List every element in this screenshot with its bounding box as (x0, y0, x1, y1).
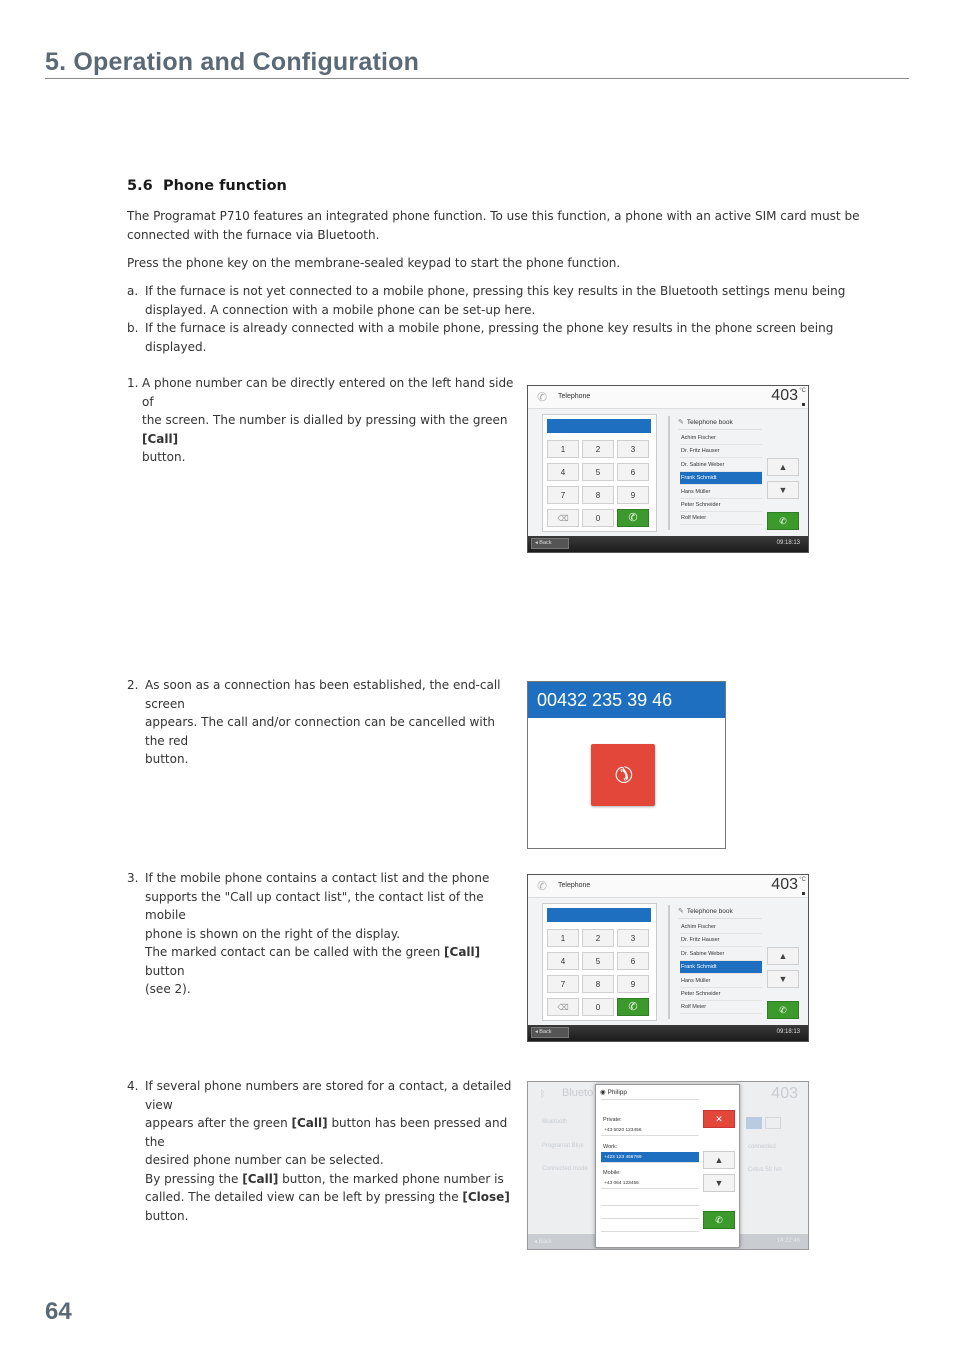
end-call-button[interactable] (591, 744, 655, 806)
section-heading (127, 178, 287, 194)
step-4-text (145, 1077, 515, 1225)
panel-divider (668, 416, 670, 530)
book-icon: ✎ (678, 908, 684, 915)
list-marker-a: a. (127, 284, 139, 298)
hang-up-icon: ✆ (607, 758, 639, 790)
phone-number-private[interactable]: +43 5020 123456 (601, 1125, 699, 1136)
contact-item[interactable]: Dr. Fritz Hauser (680, 934, 762, 947)
step-2-line1: As soon as a connection has been established, the end-call screen (145, 678, 501, 711)
temperature-readout: 403 (771, 876, 798, 893)
list-item-a-line1: If the furnace is not yet connected to a mobile phone, pressing this key results in the Bluetooth settings menu being (145, 284, 846, 298)
backspace-icon[interactable]: ⌫ (547, 509, 579, 527)
step-2-line2: appears. The call and/or connection can be cancelled with the red (145, 715, 496, 748)
faded-menu-item: Bluetooth (542, 1119, 568, 1125)
list-item-a-line2: displayed. A connection with a mobile phone can be set-up here. (145, 302, 536, 317)
telephone-book-header (678, 905, 762, 919)
step-4-line4: By pressing the (145, 1171, 243, 1186)
contact-detail-popup (595, 1084, 740, 1248)
screen-header (528, 386, 808, 409)
screen-footer (528, 1025, 808, 1041)
step-1-line1: A phone number can be directly entered on the left hand side of (142, 376, 514, 409)
step-1-call-term: [Call] (142, 431, 179, 446)
key-8[interactable]: 8 (582, 486, 614, 504)
contact-detail-screen (527, 1081, 809, 1250)
step-4-call-term: [Call] (291, 1116, 328, 1130)
faded-title: Blueto (562, 1087, 594, 1099)
contact-item-selected[interactable]: Frank Schmidt (680, 472, 762, 485)
screen-title: Telephone (558, 882, 591, 889)
screen-footer (528, 536, 808, 552)
popup-divider (601, 1231, 699, 1232)
faded-temperature: 403 (771, 1085, 798, 1102)
contact-item[interactable]: Hans Müller (680, 975, 762, 988)
clock: 09:18:13 (776, 1029, 800, 1035)
handset-icon: ✆ (779, 516, 787, 526)
key-9[interactable]: 9 (617, 486, 649, 504)
phone-icon: ✆ (537, 390, 548, 404)
handset-icon: ✆ (628, 512, 638, 524)
scroll-up-button[interactable]: ▲ (767, 947, 799, 965)
step-2-number: 2. (127, 678, 139, 692)
call-contact-button[interactable] (767, 512, 799, 530)
handset-icon: ✆ (628, 1001, 638, 1013)
back-label: Back (539, 1029, 552, 1035)
phone-number-mobile[interactable]: +43 064 123456 (601, 1178, 699, 1189)
telephone-book-title: Telephone book (686, 419, 733, 426)
key-5[interactable]: 5 (582, 952, 614, 970)
intro-paragraph-2: Press the phone key on the membrane-sealed keypad to start the phone function. (127, 256, 621, 270)
contact-name (600, 1088, 627, 1096)
key-3[interactable]: 3 (617, 440, 649, 458)
step-4-line3: desired phone number can be selected. (145, 1153, 384, 1167)
key-4[interactable]: 4 (547, 463, 579, 481)
step-4-call-term-2: [Call] (242, 1171, 279, 1186)
key-7[interactable]: 7 (547, 975, 579, 993)
telephone-screen-1 (527, 385, 809, 553)
call-button[interactable] (617, 998, 649, 1016)
phone-icon: ✆ (537, 879, 548, 893)
key-9[interactable]: 9 (617, 975, 649, 993)
key-1[interactable]: 1 (547, 929, 579, 947)
clock: 09:18:13 (776, 540, 800, 546)
label-private: Private: (603, 1117, 622, 1123)
radio-icon: ◉ (600, 1089, 606, 1096)
contact-item[interactable]: Dr. Sabine Weber (680, 948, 762, 961)
step-3-line5: (see 2). (145, 982, 191, 996)
contact-item[interactable]: Rolf Meier (680, 1001, 762, 1014)
key-0[interactable]: 0 (582, 509, 614, 527)
temperature-unit: °C (799, 388, 806, 394)
key-8[interactable]: 8 (582, 975, 614, 993)
scroll-up-button[interactable]: ▲ (767, 458, 799, 476)
telephone-book-title: Telephone book (686, 908, 733, 915)
key-5[interactable]: 5 (582, 463, 614, 481)
intro-paragraph-1 (127, 207, 859, 244)
step-2-line3: button. (145, 752, 189, 766)
faded-clock: 14:22:46 (776, 1238, 800, 1244)
contact-item[interactable]: Dr. Fritz Hauser (680, 445, 762, 458)
contact-item[interactable]: Rolf Meier (680, 512, 762, 525)
step-3-line4-end: button (145, 963, 185, 978)
screen-header (528, 875, 808, 898)
step-4-line6: button. (145, 1208, 189, 1223)
contact-item[interactable]: Peter Schneider (680, 988, 762, 1001)
list-item-b-line1: If the furnace is already connected with a mobile phone, pressing the phone key results in the phone screen being (145, 321, 834, 335)
faded-menu-item: Connected mode (542, 1166, 588, 1172)
back-button[interactable] (531, 538, 569, 549)
step-3-text (145, 869, 515, 999)
call-button[interactable] (617, 509, 649, 527)
number-display[interactable] (547, 419, 651, 433)
number-display[interactable] (547, 908, 651, 922)
scroll-down-button[interactable]: ▼ (703, 1174, 735, 1192)
temperature-unit: °C (799, 877, 806, 883)
handset-icon: ✆ (779, 1005, 787, 1015)
key-0[interactable]: 0 (582, 998, 614, 1016)
faded-menu-item: Programat Blue (542, 1143, 584, 1149)
keypad-panel (542, 903, 657, 1021)
contact-item[interactable]: Achim Fischer (680, 432, 762, 445)
list-item-a (145, 282, 845, 319)
keypad-panel (542, 414, 657, 532)
key-6[interactable]: 6 (617, 463, 649, 481)
list-item-b-line2: displayed. (145, 339, 207, 354)
key-1[interactable]: 1 (547, 440, 579, 458)
status-dot (802, 403, 805, 406)
scroll-up-button[interactable]: ▲ (703, 1151, 735, 1169)
dialed-number: 00432 235 39 46 (528, 682, 725, 718)
contact-item[interactable]: Dr. Sabine Weber (680, 459, 762, 472)
panel-divider (668, 905, 670, 1019)
step-4-number: 4. (127, 1079, 139, 1093)
faded-bluetooth-icon: ᛒ (540, 1089, 546, 1099)
chapter-divider (45, 78, 909, 79)
step-3-line1: If the mobile phone contains a contact list and the phone (145, 871, 490, 885)
telephone-screen-2 (527, 874, 809, 1042)
call-button[interactable] (703, 1211, 735, 1229)
back-label: Back (539, 540, 552, 546)
step-1-number: 1. (127, 376, 139, 390)
faded-device: Cetus 5II Ivn (748, 1167, 782, 1173)
step-4-line2-end: button has been pressed and the (145, 1116, 508, 1149)
back-arrow-icon: ◂ (535, 1029, 538, 1035)
step-1-line2: the screen. The number is dialled by pressing with the green (142, 413, 508, 427)
section-title: Phone function (163, 178, 287, 194)
contact-item[interactable]: Peter Schneider (680, 499, 762, 512)
label-work: Work: (603, 1144, 618, 1150)
back-arrow-icon: ◂ (535, 540, 538, 546)
close-icon: ✕ (715, 1114, 723, 1124)
faded-back: ◂ Back (534, 1239, 553, 1245)
section-number: 5.6 (127, 178, 153, 194)
contact-item[interactable]: Hans Müller (680, 486, 762, 499)
close-button[interactable] (703, 1110, 735, 1128)
screen-title: Telephone (558, 393, 591, 400)
backspace-icon[interactable]: ⌫ (547, 998, 579, 1016)
telephone-book-header (678, 416, 762, 430)
faded-back-label: Back (538, 1239, 553, 1245)
temperature-readout: 403 (771, 387, 798, 404)
step-4-line4-end: button, the marked phone number is (278, 1171, 504, 1186)
phone-number-work-selected[interactable]: +423 123 456789 (601, 1152, 699, 1163)
faded-toggle-on (746, 1117, 762, 1129)
scroll-down-button[interactable]: ▼ (767, 481, 799, 499)
step-4-line1: If several phone numbers are stored for a contact, a detailed view (145, 1079, 512, 1112)
faded-status: connected (748, 1144, 776, 1150)
end-call-screen (527, 681, 726, 849)
status-dot (802, 892, 805, 895)
popup-divider (601, 1099, 699, 1100)
back-button[interactable] (531, 1027, 569, 1038)
step-3-line4: The marked contact can be called with the green (145, 945, 445, 959)
intro-p1-line2: connected with the furnace via Bluetooth. (127, 227, 380, 242)
popup-divider (601, 1205, 699, 1206)
intro-p1-line1: The Programat P710 features an integrated phone function. To use this function, a phone with an active SIM card must be (127, 209, 860, 223)
list-marker-b: b. (127, 321, 139, 335)
step-1-text (142, 374, 517, 467)
step-4-close-term: [Close] (462, 1190, 510, 1204)
contact-item[interactable]: Achim Fischer (680, 921, 762, 934)
list-item-b (145, 319, 833, 356)
handset-icon: ✆ (715, 1215, 723, 1225)
scroll-down-button[interactable]: ▼ (767, 970, 799, 988)
key-6[interactable]: 6 (617, 952, 649, 970)
popup-divider (601, 1218, 699, 1219)
chapter-title: 5. Operation and Configuration (45, 48, 420, 76)
key-2[interactable]: 2 (582, 440, 614, 458)
step-1-line3: button. (142, 450, 186, 464)
key-4[interactable]: 4 (547, 952, 579, 970)
page-number: 64 (45, 1298, 72, 1325)
contact-name-text: Philipp (607, 1089, 627, 1096)
key-2[interactable]: 2 (582, 929, 614, 947)
step-3-line2: supports the "Call up contact list", the contact list of the mobile (145, 889, 484, 922)
step-2-text (145, 676, 515, 769)
step-3-number: 3. (127, 871, 139, 885)
step-4-line2: appears after the green (145, 1116, 292, 1130)
key-3[interactable]: 3 (617, 929, 649, 947)
book-icon: ✎ (678, 419, 684, 426)
call-contact-button[interactable] (767, 1001, 799, 1019)
contact-item-selected[interactable]: Frank Schmidt (680, 961, 762, 974)
step-3-line3: phone is shown on the right of the display. (145, 926, 401, 941)
key-7[interactable]: 7 (547, 486, 579, 504)
step-3-call-term: [Call] (444, 945, 481, 959)
faded-toggle-off (765, 1117, 781, 1129)
step-4-line5: called. The detailed view can be left by pressing the (145, 1190, 463, 1204)
label-mobile: Mobile: (603, 1170, 621, 1176)
